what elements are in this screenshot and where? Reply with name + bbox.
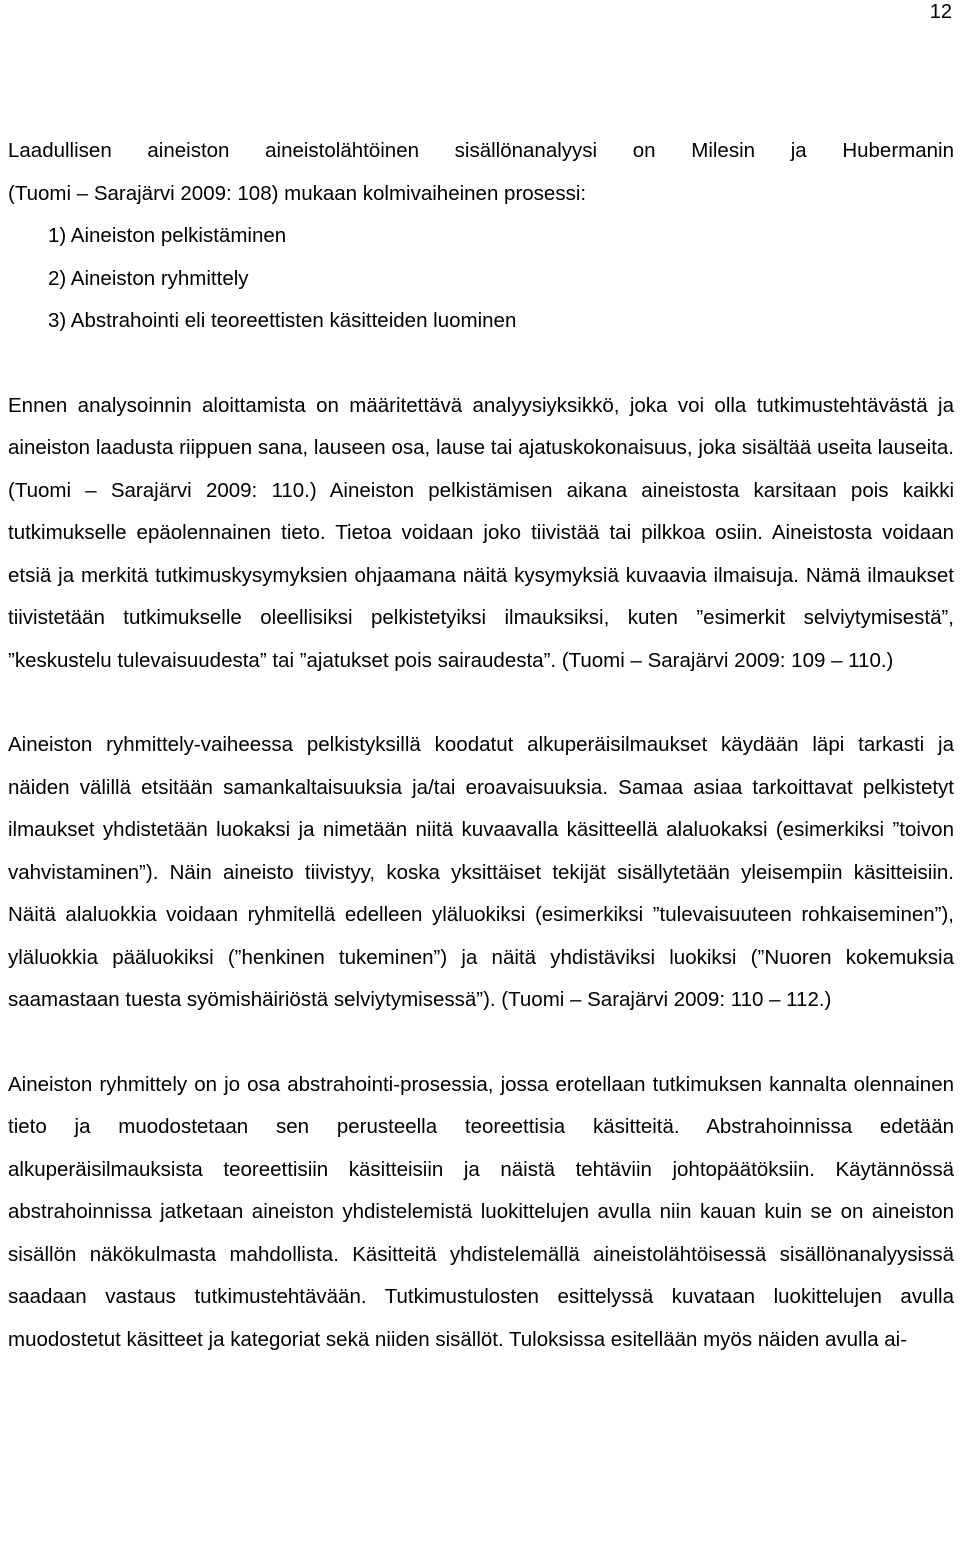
paragraph-analysis-unit: Ennen analysoinnin aloittamista on määritettävä analyysiyksikkö, joka voi olla tutkimustehtävästä ja aineiston laadusta riippuen sana, lauseen osa, lause tai ajatuskokonaisuus, joka sisältää useita lauseita. (Tuomi – Sarajärvi 2009: 110.) Aineiston pelkistämisen aikana aineistosta karsitaan pois kaikki tutkimukselle epäolennainen tieto. Tietoa voidaan joko tiivistää tai pilkkoa osiin. Aineistosta voidaan etsiä ja merkitä tutkimuskysymyksien ohjaamana näitä kysymyksiä kuvaavia ilmaisuja. Nämä ilmaukset tiivistetään tutkimukselle oleellisiksi pelkistetyiksi ilmauksiksi, kuten ”esimerkit selviytymisestä”, ”keskustelu tulevaisuudesta” tai ”ajatukset pois sairaudesta”. (Tuomi – Sarajärvi 2009: 109 – 110.) <box>8 393 954 672</box>
page-number: 12 <box>929 1 952 23</box>
list-item: 1) Aineiston pelkistäminen <box>48 224 287 247</box>
list-item: 3) Abstrahointi eli teoreettisten käsitteiden luominen <box>48 309 517 332</box>
process-steps-list <box>8 215 954 343</box>
intro-line-1: Laadullisen aineiston aineistolähtöinen sisällönanalyysi on Milesin ja Hubermanin <box>8 139 954 162</box>
document-body <box>8 130 954 1361</box>
paragraph-spacer <box>8 343 954 385</box>
paragraph-spacer <box>8 1022 954 1064</box>
paragraph-spacer <box>8 682 954 724</box>
list-item: 2) Aineiston ryhmittely <box>48 266 249 290</box>
paragraph-abstraction: Aineiston ryhmittely on jo osa abstrahointi-prosessia, jossa erotellaan tutkimuksen kannalta olennainen tieto ja muodostetaan sen perusteella teoreettisia käsitteitä. Abstrahoinnissa edetään alkuperäisilmauksista teoreettisiin käsitteisiin ja näistä tehtäviin johtopäätöksiin. Käytännössä abstrahoinnissa jatketaan aineiston yhdistelemistä luokittelujen avulla niin kauan kuin se on aineiston sisällön näkökulmasta mahdollista. Käsitteitä yhdistelemällä aineistolähtöisessä sisällönanalyysissä saadaan vastaus tutkimustehtävään. Tutkimustulosten esittelyssä kuvataan luokittelujen avulla muodostetut käsitteet ja kategoriat sekä niiden sisällöt. Tuloksissa esitellään myös näiden avulla ai- <box>8 1072 954 1351</box>
intro-line-2: (Tuomi – Sarajärvi 2009: 108) mukaan kolmivaiheinen prosessi: <box>8 181 587 205</box>
paragraph-grouping: Aineiston ryhmittely-vaiheessa pelkistyksillä koodatut alkuperäisilmaukset käydään läpi tarkasti ja näiden välillä etsitään samankaltaisuuksia ja/tai eroavaisuuksia. Samaa asiaa tarkoittavat pelkistetyt ilmaukset yhdistetään luokaksi ja nimetään niitä kuvaavalla käsitteellä alaluokaksi (esimerkiksi ”toivon vahvistaminen”). Näin aineisto tiivistyy, koska yksittäiset tekijät sisällytetään yleisempiin käsitteisiin. Näitä alaluokkia voidaan ryhmitellä edelleen yläluokiksi (esimerkiksi ”tulevaisuuteen rohkaiseminen”), yläluokkia pääluokiksi (”henkinen tukeminen”) ja näitä yhdistäviksi luokiksi (”Nuoren kokemuksia saamastaan tuesta syömishäiriöstä selviytymisessä”). (Tuomi – Sarajärvi 2009: 110 – 112.) <box>8 733 954 1011</box>
